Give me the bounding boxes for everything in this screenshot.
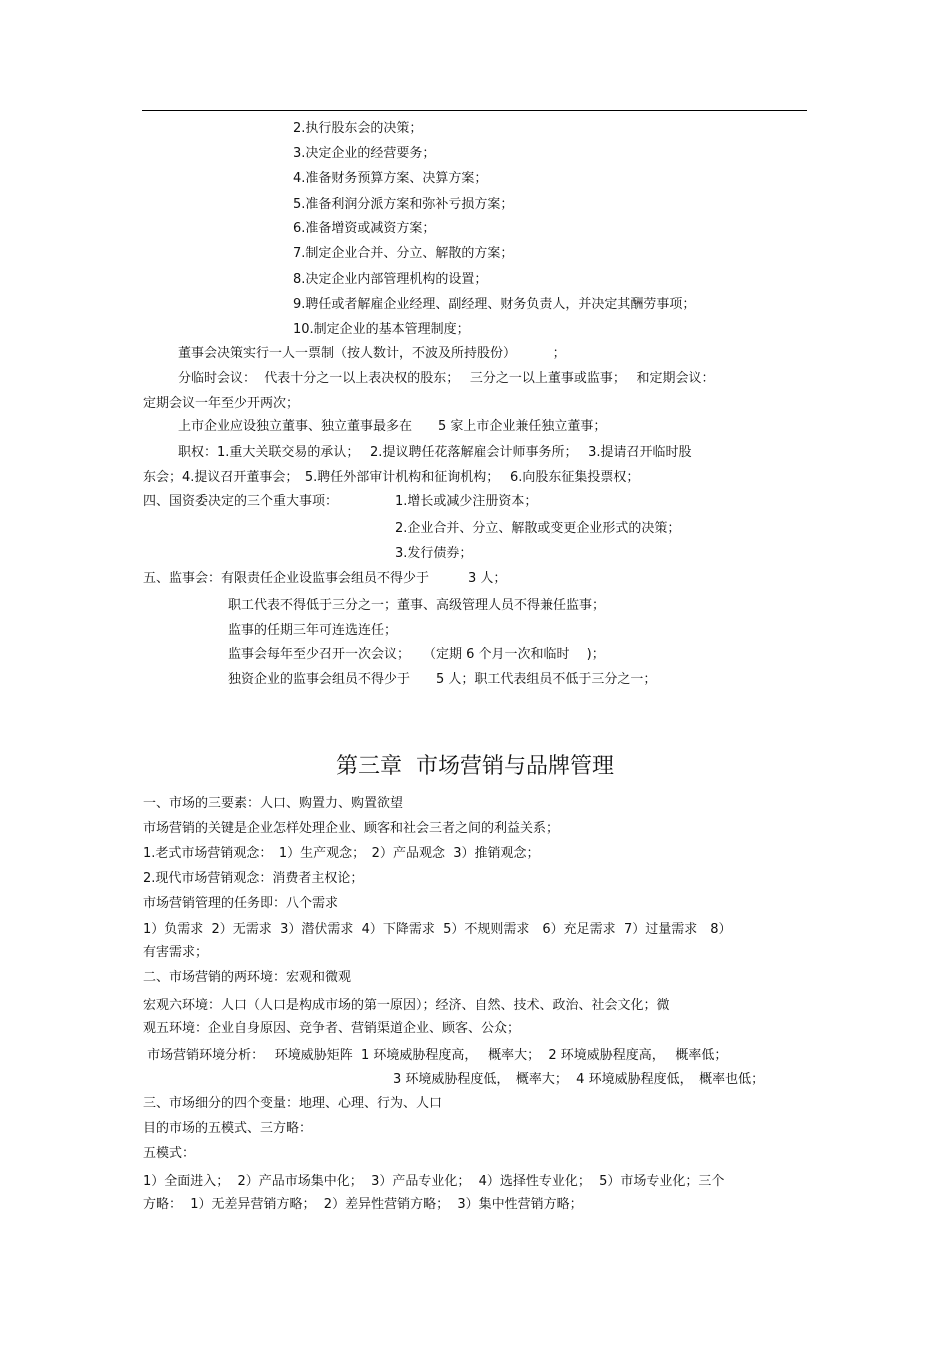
- five-modes: 1）全面进入； 2）产品市场集中化； 3）产品专业化； 4）选择性专业化； 5）市场专业化；三个: [143, 1174, 725, 1189]
- board-interim-meeting: 分临时会议： 代表十分之一以上表决权的股东； 三分之一以上董事或监事； 和定期会议：: [178, 371, 715, 386]
- two-environments: 二、市场营销的两环境：宏观和微观: [143, 970, 352, 985]
- threat-matrix-2: 3 环境威胁程度低， 概率大； 4 环境威胁程度低， 概率也低；: [393, 1072, 765, 1087]
- market-three-elements: 一、市场的三要素：人口、购置力、购置欲望: [143, 796, 404, 811]
- eight-demands: 1）负需求 2）无需求 3）潜伏需求 4）下降需求 5）不规则需求 6）充足需求 7）过量需求 8）: [143, 922, 732, 937]
- supervisory-item-2: 监事的任期三年可连选连任；: [228, 623, 398, 638]
- five-modes-heading: 五模式：: [143, 1146, 196, 1161]
- sasac-item-2: 2.企业合并、分立、解散或变更企业形式的决策；: [395, 521, 681, 536]
- board-duty-4: 4.准备财务预算方案、决算方案；: [293, 171, 488, 186]
- sasac-item-3: 3.发行债券；: [395, 546, 473, 561]
- board-duty-7: 7.制定企业合并、分立、解散的方案；: [293, 246, 514, 261]
- independent-director-powers-2: 东会；4.提议召开董事会； 5.聘任外部审计机构和征询机构； 6.向股东征集投票权；: [143, 470, 640, 485]
- segmentation-variables: 三、市场细分的四个变量：地理、心理、行为、人口: [143, 1096, 443, 1111]
- header-rule: [142, 110, 807, 111]
- board-duty-10: 10.制定企业的基本管理制度；: [293, 322, 470, 337]
- board-duty-6: 6.准备增资或减资方案；: [293, 221, 436, 236]
- macro-environment: 宏观六环境：人口（人口是构成市场的第一原因）；经济、自然、技术、政治、社会文化；微: [143, 998, 670, 1013]
- board-duty-2: 2.执行股东会的决策；: [293, 121, 423, 136]
- supervisory-item-4: 独资企业的监事会组员不得少于 5 人；职工代表组员不低于三分之一；: [228, 672, 657, 687]
- board-duty-3: 3.决定企业的经营要务；: [293, 146, 436, 161]
- independent-director-rule: 上市企业应设独立董事、独立董事最多在 5 家上市企业兼任独立董事；: [178, 419, 607, 434]
- old-marketing-concepts: 1.老式市场营销观念： 1）生产观念； 2）产品观念 3）推销观念；: [143, 846, 540, 861]
- supervisory-item-1: 职工代表不得低于三分之一；董事、高级管理人员不得兼任监事；: [228, 598, 606, 613]
- board-duty-9: 9.聘任或者解雇企业经理、副经理、财务负责人，并决定其酬劳事项；: [293, 297, 696, 312]
- supervisory-heading: 五、监事会：有限责任企业设监事会组员不得少于 3 人；: [143, 571, 507, 586]
- marketing-management-task: 市场营销管理的任务即：八个需求: [143, 896, 339, 911]
- micro-environment: 观五环境：企业自身原因、竞争者、营销渠道企业、顾客、公众；: [143, 1021, 521, 1036]
- board-voting-rule: 董事会决策实行一人一票制（按人数计，不波及所持股份） ；: [178, 346, 566, 361]
- independent-director-powers-1: 职权：1.重大关联交易的承认； 2.提议聘任花落解雇会计师事务所； 3.提请召开临时股: [178, 445, 692, 460]
- chapter-title: 第三章 市场营销与品牌管理: [336, 754, 614, 779]
- board-regular-meeting: 定期会议一年至少开两次；: [143, 396, 300, 411]
- marketing-key: 市场营销的关键是企业怎样处理企业、顾客和社会三者之间的利益关系；: [143, 821, 560, 836]
- target-market: 目的市场的五模式、三方略：: [143, 1121, 313, 1136]
- eight-demands-cont: 有害需求；: [143, 945, 209, 960]
- sasac-heading: 四、国资委决定的三个重大事项：: [143, 494, 339, 509]
- modern-marketing-concepts: 2.现代市场营销观念：消费者主权论；: [143, 871, 364, 886]
- board-duty-8: 8.决定企业内部管理机构的设置；: [293, 272, 488, 287]
- three-strategies: 方略： 1）无差异营销方略； 2）差异性营销方略； 3）集中性营销方略；: [143, 1197, 583, 1212]
- threat-matrix-1: 市场营销环境分析： 环境威胁矩阵 1 环境威胁程度高， 概率大； 2 环境威胁程度高， 概率低；: [143, 1048, 728, 1063]
- sasac-item-1: 1.增长或减少注册资本；: [395, 494, 538, 509]
- board-duty-5: 5.准备利润分派方案和弥补亏损方案；: [293, 197, 514, 212]
- supervisory-item-3: 监事会每年至少召开一次会议； （定期 6 个月一次和临时 )；: [228, 647, 605, 662]
